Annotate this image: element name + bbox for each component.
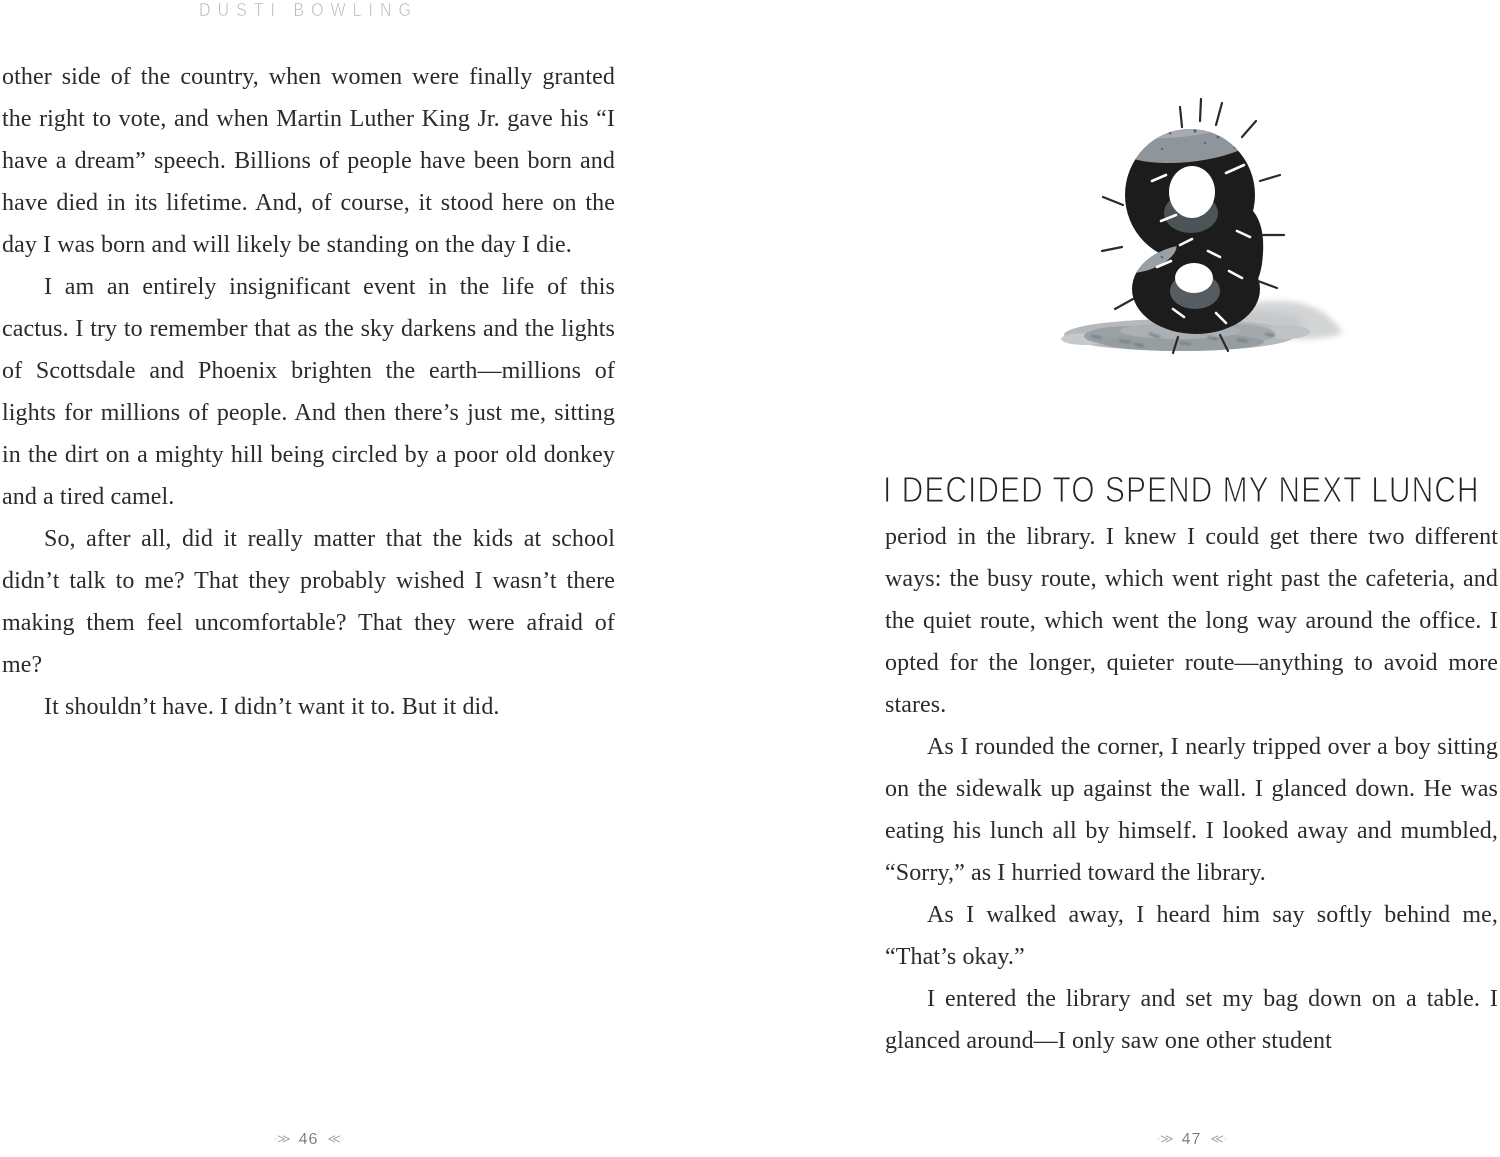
body-paragraph: It shouldn’t have. I didn’t want it to. But it did. [44,694,500,720]
right-page-number: 47 [1181,1131,1202,1148]
body-paragraph: So, after all, did it really matter that the kids at school didn’t talk to me? That they probably wished I wasn’t there making them feel uncomfortable? That they were afraid of me? [2,526,615,678]
chapter-opening-line: I DECIDED TO SPEND MY NEXT LUNCH [883,471,1480,511]
folio-ornament-left-icon: ◦≫ [1156,1131,1173,1146]
left-page-folio [2,1131,615,1149]
body-paragraph: As I walked away, I heard him say softly behind me, “That’s okay.” [885,902,1498,970]
body-paragraph: period in the library. I knew I could get there two different ways: the busy route, which went right past the cafeteria, and the quiet route, which went the long way around the office. I opted for the longer, quieter route—anything to avoid more stares. [885,524,1498,718]
folio-ornament-right-icon: ≪◦ [327,1131,344,1146]
folio-ornament-right-icon: ≪◦ [1210,1131,1227,1146]
left-page-number: 46 [298,1131,319,1148]
folio-ornament-left-icon: ◦≫ [273,1131,290,1146]
body-paragraph: other side of the country, when women were finally granted the right to vote, and when Martin Luther King Jr. gave his “I have a dream” speech. Billions of people have been born and have died in its lifetime. And, of course, it stood here on the day I was born and will likely be standing on the day I die. [2,64,615,258]
body-paragraph: I am an entirely insignificant event in the life of this cactus. I try to remember that as the sky darkens and the lights of Scottsdale and Phoenix brighten the earth—millions of lights for millions of people. And then there’s just me, sitting in the dirt on a mighty hill being circled by a poor old donkey and a tired camel. [2,274,615,510]
running-header: DUSTI BOWLING [198,1,418,21]
cactus-nine-illustration [1030,85,1350,375]
right-page-body [885,516,1498,1062]
left-page-body [2,56,615,728]
body-paragraph: I entered the library and set my bag down on a table. I glanced around—I only saw one other student [885,986,1498,1054]
body-paragraph: As I rounded the corner, I nearly tripped over a boy sitting on the sidewalk up against the wall. I glanced down. He was eating his lunch all by himself. I looked away and mumbled, “Sorry,” as I hurried toward the library. [885,734,1498,886]
right-page-folio [885,1131,1498,1149]
